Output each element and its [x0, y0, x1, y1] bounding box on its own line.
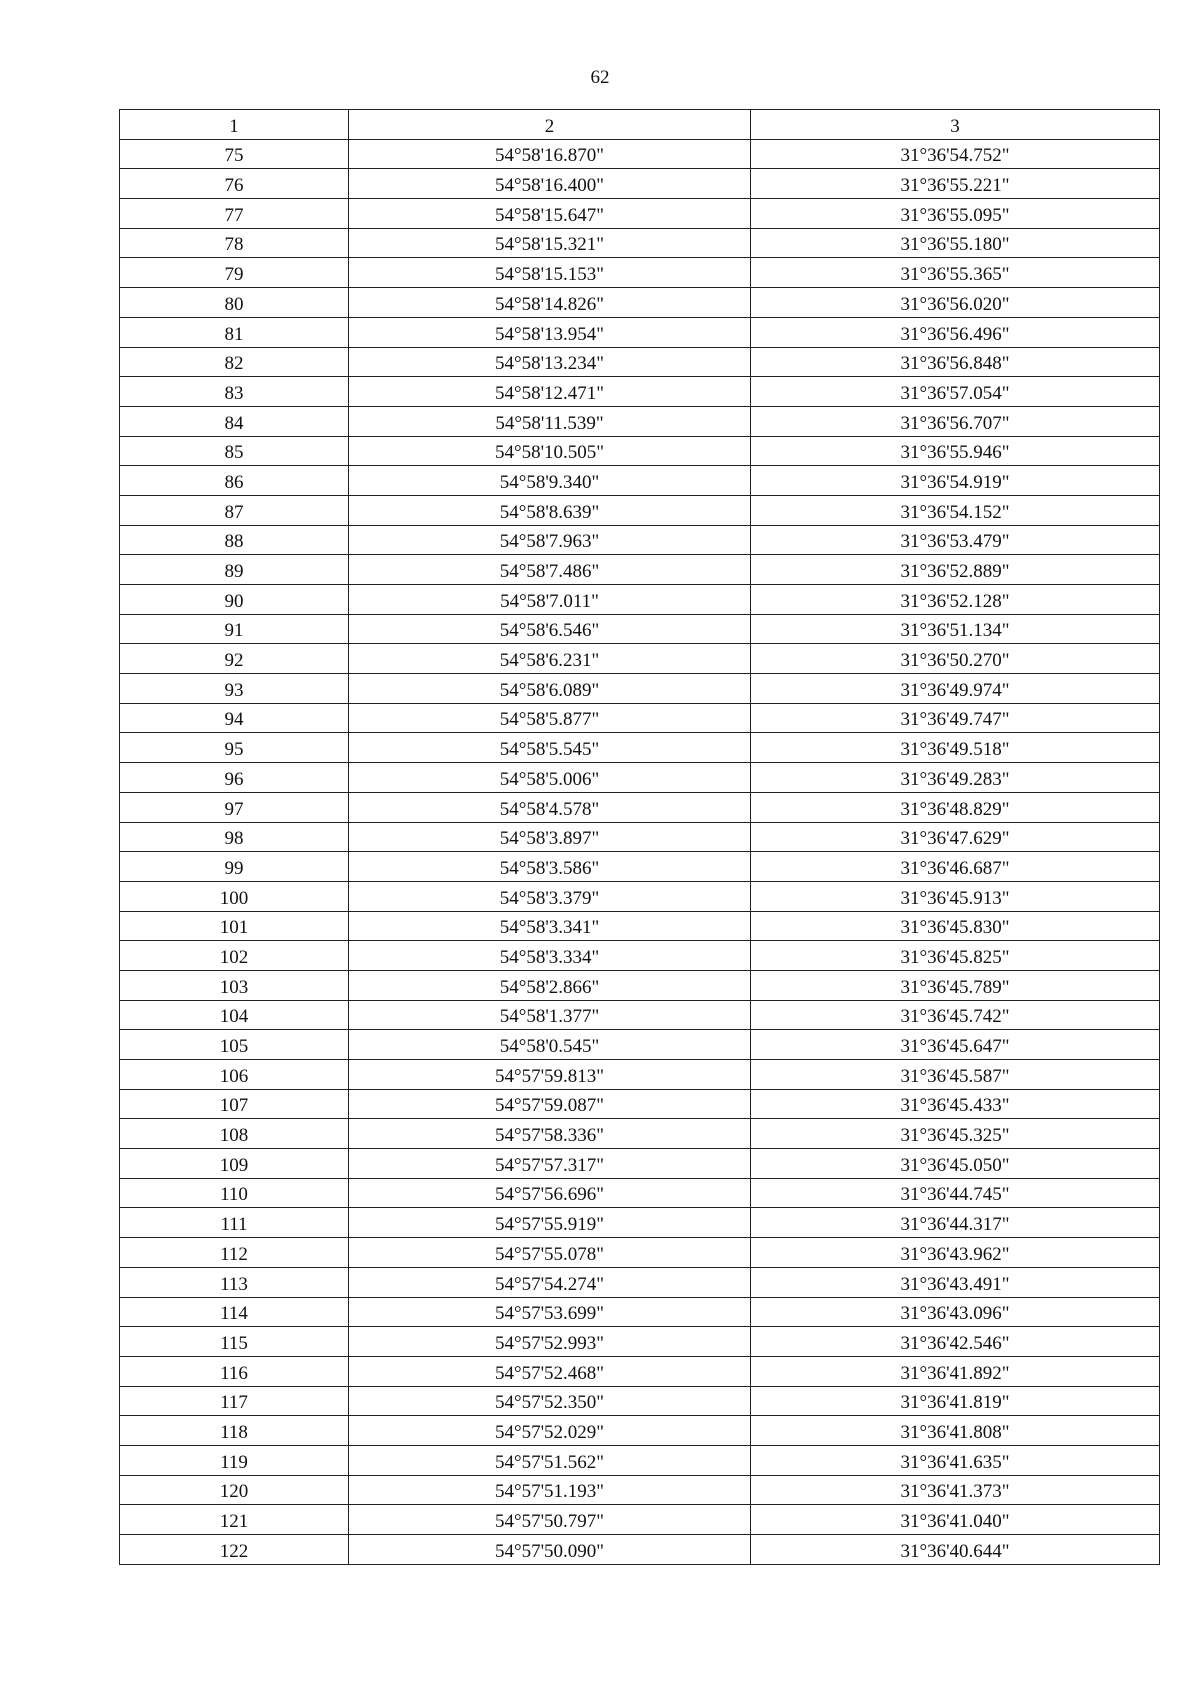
latitude-cell: 54°58'5.545" [349, 733, 751, 763]
point-number-cell: 105 [120, 1030, 349, 1060]
point-number-cell: 121 [120, 1505, 349, 1535]
point-number-cell: 96 [120, 763, 349, 793]
latitude-cell: 54°58'10.505" [349, 436, 751, 466]
table-row [120, 317, 1160, 347]
table-row [120, 1297, 1160, 1327]
point-number-cell: 80 [120, 288, 349, 318]
latitude-cell: 54°57'52.029" [349, 1416, 751, 1446]
table-row [120, 911, 1160, 941]
point-number-cell: 75 [120, 139, 349, 169]
latitude-cell: 54°58'14.826" [349, 288, 751, 318]
table-row [120, 1475, 1160, 1505]
table-row [120, 852, 1160, 882]
table-row [120, 941, 1160, 971]
point-number-cell: 107 [120, 1089, 349, 1119]
table-row [120, 1267, 1160, 1297]
point-number-cell: 95 [120, 733, 349, 763]
latitude-cell: 54°58'8.639" [349, 495, 751, 525]
point-number-cell: 118 [120, 1416, 349, 1446]
point-number-cell: 88 [120, 525, 349, 555]
table-row [120, 1535, 1160, 1565]
longitude-cell: 31°36'45.742" [751, 1000, 1160, 1030]
latitude-cell: 54°57'56.696" [349, 1178, 751, 1208]
point-number-cell: 91 [120, 614, 349, 644]
longitude-cell: 31°36'42.546" [751, 1327, 1160, 1357]
point-number-cell: 100 [120, 881, 349, 911]
longitude-cell: 31°36'40.644" [751, 1535, 1160, 1565]
longitude-cell: 31°36'56.020" [751, 288, 1160, 318]
point-number-cell: 94 [120, 703, 349, 733]
point-number-cell: 81 [120, 317, 349, 347]
longitude-cell: 31°36'44.317" [751, 1208, 1160, 1238]
table-row [120, 763, 1160, 793]
table-row [120, 792, 1160, 822]
table-row [120, 1178, 1160, 1208]
point-number-cell: 120 [120, 1475, 349, 1505]
point-number-cell: 102 [120, 941, 349, 971]
point-number-cell: 90 [120, 585, 349, 615]
longitude-cell: 31°36'55.946" [751, 436, 1160, 466]
table-row [120, 970, 1160, 1000]
longitude-cell: 31°36'54.152" [751, 495, 1160, 525]
point-number-cell: 79 [120, 258, 349, 288]
longitude-cell: 31°36'43.962" [751, 1238, 1160, 1268]
point-number-cell: 112 [120, 1238, 349, 1268]
latitude-cell: 54°58'5.877" [349, 703, 751, 733]
latitude-cell: 54°57'53.699" [349, 1297, 751, 1327]
point-number-cell: 97 [120, 792, 349, 822]
table-row [120, 614, 1160, 644]
latitude-cell: 54°57'59.087" [349, 1089, 751, 1119]
table-row [120, 733, 1160, 763]
header-cell-col-1: 1 [120, 110, 349, 140]
longitude-cell: 31°36'55.095" [751, 199, 1160, 229]
table-row [120, 288, 1160, 318]
latitude-cell: 54°58'3.341" [349, 911, 751, 941]
longitude-cell: 31°36'45.789" [751, 970, 1160, 1000]
latitude-cell: 54°58'13.234" [349, 347, 751, 377]
longitude-cell: 31°36'46.687" [751, 852, 1160, 882]
latitude-cell: 54°58'3.334" [349, 941, 751, 971]
longitude-cell: 31°36'41.808" [751, 1416, 1160, 1446]
page-number: 62 [590, 67, 610, 88]
point-number-cell: 86 [120, 466, 349, 496]
table-body [120, 110, 1160, 1565]
table-row [120, 258, 1160, 288]
longitude-cell: 31°36'54.919" [751, 466, 1160, 496]
table-row [120, 1327, 1160, 1357]
latitude-cell: 54°57'55.078" [349, 1238, 751, 1268]
latitude-cell: 54°58'11.539" [349, 406, 751, 436]
longitude-cell: 31°36'43.491" [751, 1267, 1160, 1297]
longitude-cell: 31°36'41.819" [751, 1386, 1160, 1416]
longitude-cell: 31°36'56.707" [751, 406, 1160, 436]
latitude-cell: 54°58'15.321" [349, 228, 751, 258]
latitude-cell: 54°58'5.006" [349, 763, 751, 793]
table-row [120, 228, 1160, 258]
latitude-cell: 54°57'59.813" [349, 1060, 751, 1090]
table-row [120, 169, 1160, 199]
longitude-cell: 31°36'52.128" [751, 585, 1160, 615]
longitude-cell: 31°36'41.040" [751, 1505, 1160, 1535]
longitude-cell: 31°36'49.974" [751, 674, 1160, 704]
table-row [120, 822, 1160, 852]
table-row [120, 1238, 1160, 1268]
longitude-cell: 31°36'51.134" [751, 614, 1160, 644]
table-row [120, 1356, 1160, 1386]
latitude-cell: 54°58'7.963" [349, 525, 751, 555]
latitude-cell: 54°58'3.379" [349, 881, 751, 911]
table-row [120, 139, 1160, 169]
table-row [120, 495, 1160, 525]
latitude-cell: 54°57'55.919" [349, 1208, 751, 1238]
point-number-cell: 78 [120, 228, 349, 258]
longitude-cell: 31°36'55.221" [751, 169, 1160, 199]
table-row [120, 1386, 1160, 1416]
point-number-cell: 99 [120, 852, 349, 882]
latitude-cell: 54°57'54.274" [349, 1267, 751, 1297]
latitude-cell: 54°58'4.578" [349, 792, 751, 822]
latitude-cell: 54°57'52.350" [349, 1386, 751, 1416]
point-number-cell: 89 [120, 555, 349, 585]
latitude-cell: 54°58'9.340" [349, 466, 751, 496]
longitude-cell: 31°36'45.050" [751, 1149, 1160, 1179]
table-row [120, 1149, 1160, 1179]
latitude-cell: 54°57'51.562" [349, 1445, 751, 1475]
latitude-cell: 54°57'52.993" [349, 1327, 751, 1357]
table-row [120, 1119, 1160, 1149]
point-number-cell: 110 [120, 1178, 349, 1208]
table-row [120, 1445, 1160, 1475]
longitude-cell: 31°36'55.365" [751, 258, 1160, 288]
latitude-cell: 54°58'3.897" [349, 822, 751, 852]
latitude-cell: 54°58'15.647" [349, 199, 751, 229]
longitude-cell: 31°36'45.433" [751, 1089, 1160, 1119]
point-number-cell: 115 [120, 1327, 349, 1357]
table-row [120, 1416, 1160, 1446]
longitude-cell: 31°36'45.913" [751, 881, 1160, 911]
point-number-cell: 77 [120, 199, 349, 229]
longitude-cell: 31°36'52.889" [751, 555, 1160, 585]
longitude-cell: 31°36'45.325" [751, 1119, 1160, 1149]
point-number-cell: 113 [120, 1267, 349, 1297]
point-number-cell: 104 [120, 1000, 349, 1030]
table-row [120, 1208, 1160, 1238]
point-number-cell: 117 [120, 1386, 349, 1416]
point-number-cell: 109 [120, 1149, 349, 1179]
table-row [120, 644, 1160, 674]
point-number-cell: 122 [120, 1535, 349, 1565]
longitude-cell: 31°36'54.752" [751, 139, 1160, 169]
table-row [120, 1030, 1160, 1060]
longitude-cell: 31°36'45.830" [751, 911, 1160, 941]
longitude-cell: 31°36'57.054" [751, 377, 1160, 407]
longitude-cell: 31°36'49.747" [751, 703, 1160, 733]
longitude-cell: 31°36'47.629" [751, 822, 1160, 852]
latitude-cell: 54°58'16.400" [349, 169, 751, 199]
latitude-cell: 54°57'51.193" [349, 1475, 751, 1505]
table-row [120, 436, 1160, 466]
latitude-cell: 54°58'6.231" [349, 644, 751, 674]
longitude-cell: 31°36'44.745" [751, 1178, 1160, 1208]
latitude-cell: 54°58'1.377" [349, 1000, 751, 1030]
point-number-cell: 101 [120, 911, 349, 941]
table-row [120, 555, 1160, 585]
table-row [120, 1089, 1160, 1119]
point-number-cell: 76 [120, 169, 349, 199]
point-number-cell: 103 [120, 970, 349, 1000]
latitude-cell: 54°58'16.870" [349, 139, 751, 169]
table-row [120, 466, 1160, 496]
table-row [120, 585, 1160, 615]
header-cell-col-2: 2 [349, 110, 751, 140]
latitude-cell: 54°57'50.090" [349, 1535, 751, 1565]
latitude-cell: 54°58'6.546" [349, 614, 751, 644]
table-row [120, 347, 1160, 377]
point-number-cell: 85 [120, 436, 349, 466]
longitude-cell: 31°36'45.647" [751, 1030, 1160, 1060]
latitude-cell: 54°57'58.336" [349, 1119, 751, 1149]
latitude-cell: 54°57'50.797" [349, 1505, 751, 1535]
point-number-cell: 114 [120, 1297, 349, 1327]
longitude-cell: 31°36'43.096" [751, 1297, 1160, 1327]
table-row [120, 406, 1160, 436]
longitude-cell: 31°36'53.479" [751, 525, 1160, 555]
table-row [120, 525, 1160, 555]
latitude-cell: 54°58'3.586" [349, 852, 751, 882]
point-number-cell: 93 [120, 674, 349, 704]
table-row [120, 377, 1160, 407]
longitude-cell: 31°36'41.892" [751, 1356, 1160, 1386]
longitude-cell: 31°36'49.518" [751, 733, 1160, 763]
latitude-cell: 54°58'7.486" [349, 555, 751, 585]
latitude-cell: 54°58'12.471" [349, 377, 751, 407]
table-row [120, 881, 1160, 911]
table-header-row [120, 110, 1160, 140]
point-number-cell: 119 [120, 1445, 349, 1475]
table-row [120, 199, 1160, 229]
longitude-cell: 31°36'50.270" [751, 644, 1160, 674]
latitude-cell: 54°58'2.866" [349, 970, 751, 1000]
latitude-cell: 54°58'0.545" [349, 1030, 751, 1060]
latitude-cell: 54°57'52.468" [349, 1356, 751, 1386]
point-number-cell: 106 [120, 1060, 349, 1090]
latitude-cell: 54°58'7.011" [349, 585, 751, 615]
point-number-cell: 84 [120, 406, 349, 436]
latitude-cell: 54°58'6.089" [349, 674, 751, 704]
table-row [120, 674, 1160, 704]
longitude-cell: 31°36'45.587" [751, 1060, 1160, 1090]
longitude-cell: 31°36'41.373" [751, 1475, 1160, 1505]
latitude-cell: 54°58'15.153" [349, 258, 751, 288]
longitude-cell: 31°36'49.283" [751, 763, 1160, 793]
table-row [120, 1060, 1160, 1090]
longitude-cell: 31°36'48.829" [751, 792, 1160, 822]
table-row [120, 703, 1160, 733]
header-cell-col-3: 3 [751, 110, 1160, 140]
point-number-cell: 108 [120, 1119, 349, 1149]
point-number-cell: 116 [120, 1356, 349, 1386]
latitude-cell: 54°57'57.317" [349, 1149, 751, 1179]
point-number-cell: 82 [120, 347, 349, 377]
longitude-cell: 31°36'41.635" [751, 1445, 1160, 1475]
point-number-cell: 111 [120, 1208, 349, 1238]
longitude-cell: 31°36'55.180" [751, 228, 1160, 258]
table-row [120, 1000, 1160, 1030]
longitude-cell: 31°36'45.825" [751, 941, 1160, 971]
point-number-cell: 87 [120, 495, 349, 525]
longitude-cell: 31°36'56.496" [751, 317, 1160, 347]
longitude-cell: 31°36'56.848" [751, 347, 1160, 377]
point-number-cell: 83 [120, 377, 349, 407]
point-number-cell: 92 [120, 644, 349, 674]
coordinates-table [119, 109, 1160, 1565]
table-row [120, 1505, 1160, 1535]
latitude-cell: 54°58'13.954" [349, 317, 751, 347]
point-number-cell: 98 [120, 822, 349, 852]
